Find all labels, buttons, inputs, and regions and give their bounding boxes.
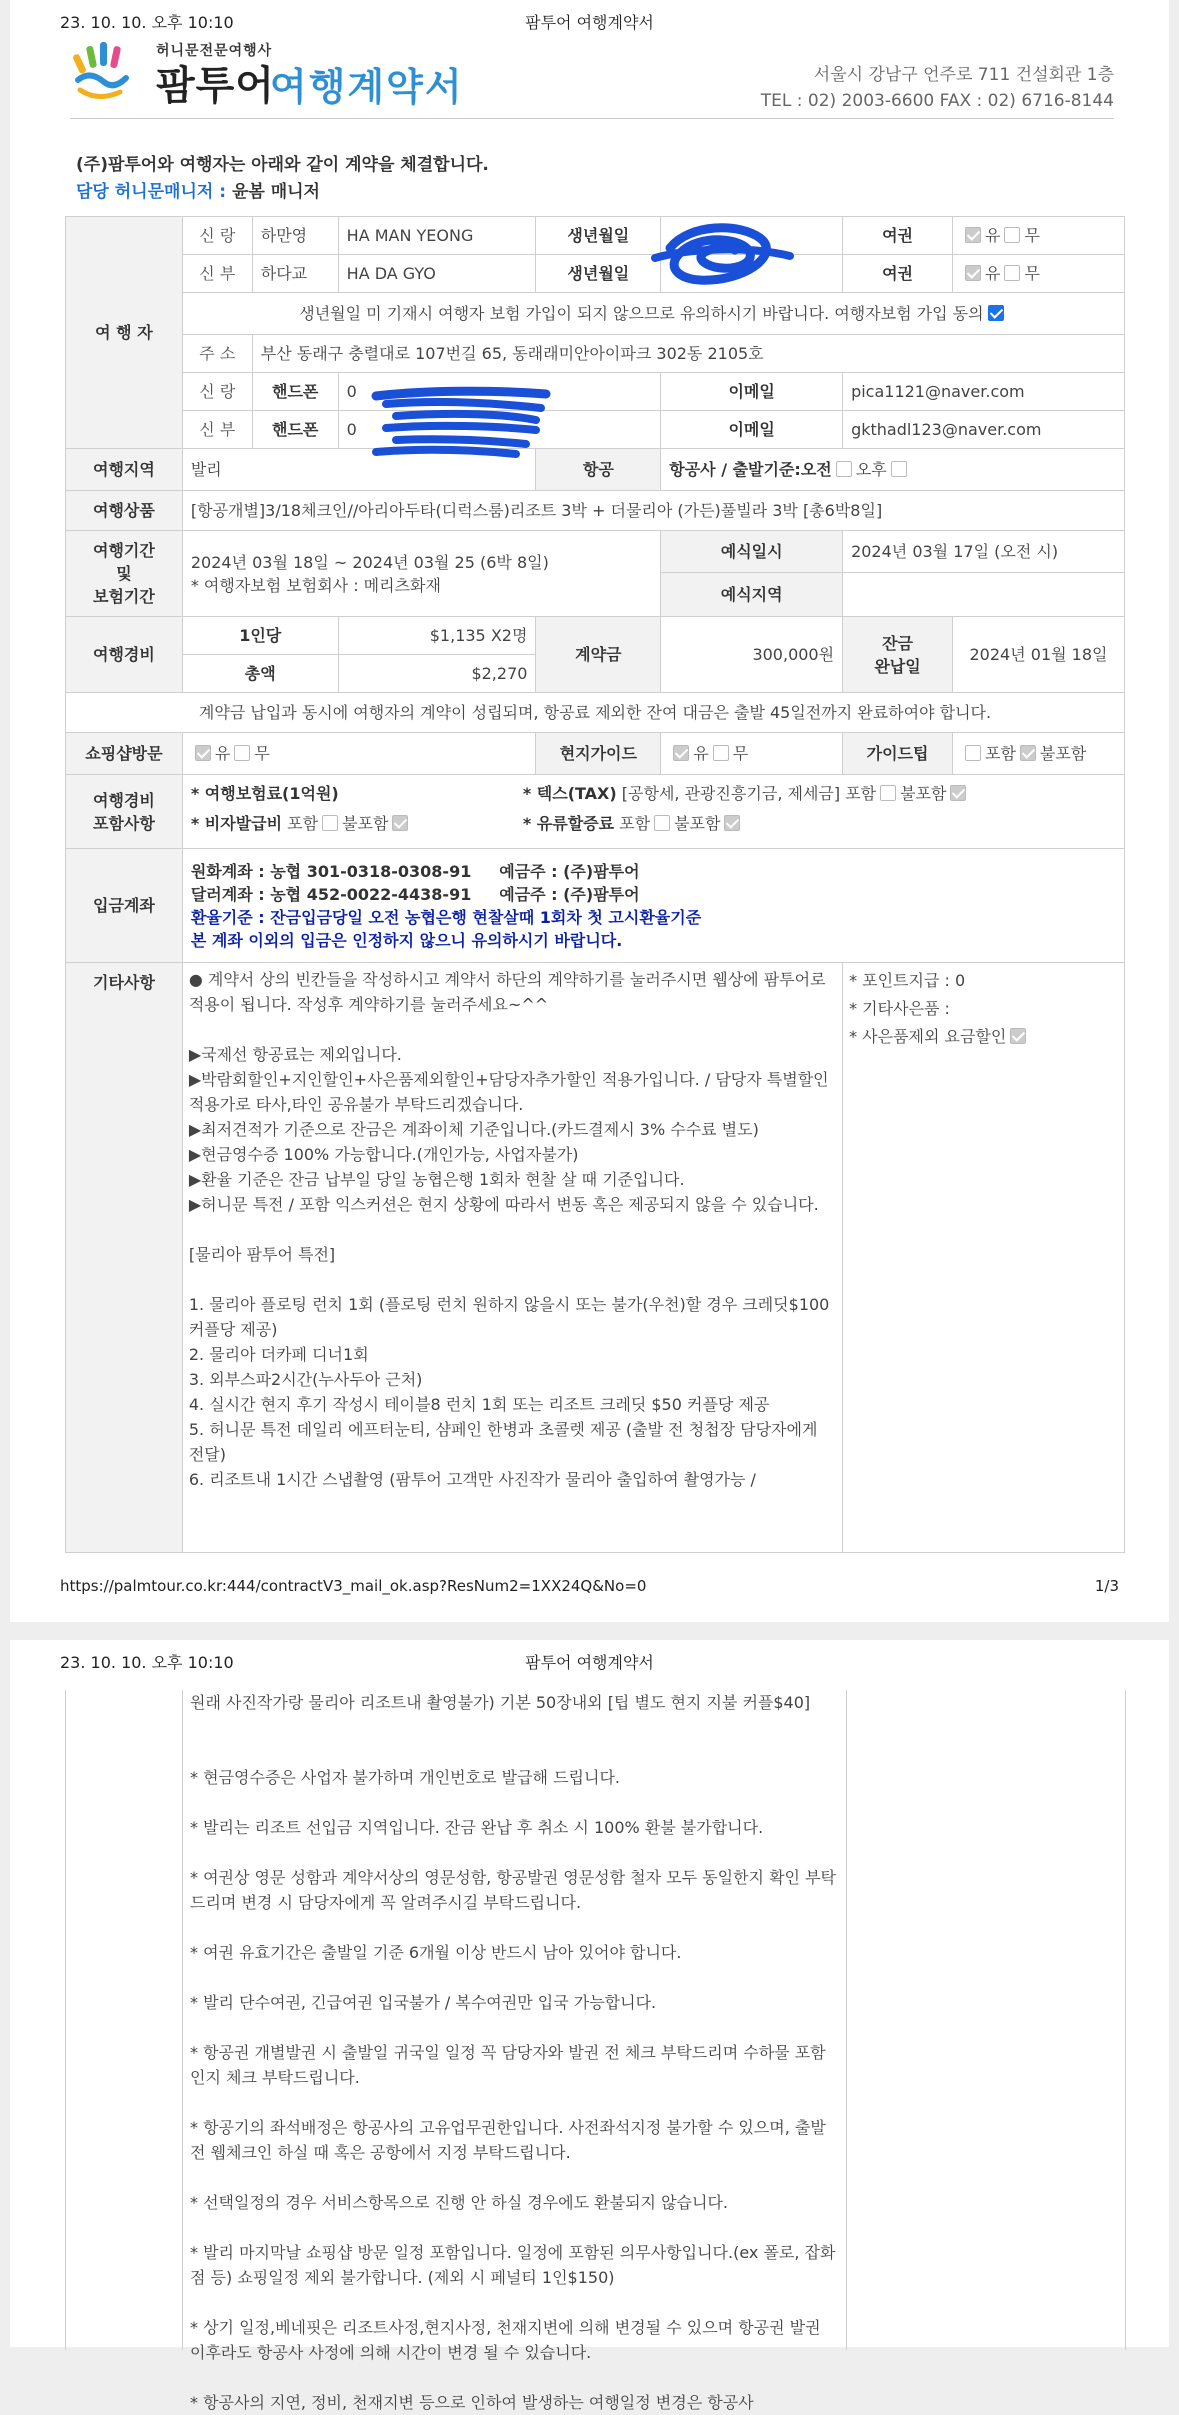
remarks-label-continued [65, 1690, 183, 2350]
per-person-label: 1인당 [182, 617, 338, 655]
company-address: 서울시 강남구 언주로 711 건설회관 1층 [813, 65, 1114, 85]
page-1 [10, 0, 1169, 1622]
page2-remarks-line: * 항공사의 지연, 정비, 천재지변 등으로 인하여 발생하는 여행일정 변경은 항공사 [190, 2393, 754, 2412]
shopping-no-checkbox[interactable] [234, 745, 250, 761]
groom-email: pica1121@naver.com [843, 373, 1125, 411]
page2-remarks-line: * 여권상 영문 성함과 계약서상의 영문성함, 항공발권 영문성함 철자 모두 동일한지 확인 부탁드리며 변경 시 담당자에게 꼭 알려주시길 부탁드립니다. [190, 1868, 836, 1912]
logo-brand: 팜투어 [156, 63, 275, 109]
page2-remarks-line: * 항공기의 좌석배정은 항공사의 고유업무권한입니다. 사전좌석지정 불가할 수 있으며, 출발 전 웹체크인 하실 때 혹은 공항에서 지정 부탁드립니다. [190, 2118, 826, 2162]
page2-remarks-line [190, 2365, 840, 2390]
product-value: [항공개별]3/18체크인//아리아두타(디럭스룸)리조트 3박 + 더물리아 (가든)풀빌라 3박 [총6박8일] [182, 491, 1124, 531]
bride-passport-no-checkbox[interactable] [1004, 265, 1020, 281]
contract-table [65, 216, 1125, 1553]
groom-birth-label: 생년월일 [536, 217, 661, 255]
insurance-notice: 생년월일 미 기재시 여행자 보험 가입이 되지 않으므로 유의하시기 바랍니다. 여행자보험 가입 동의 [299, 304, 984, 323]
visa-exclude-checkbox[interactable] [392, 815, 408, 831]
groom-passport-options: 유 무 [953, 217, 1125, 255]
page2-remarks-line [190, 1840, 840, 1865]
remarks-line: ● 계약서 상의 빈칸들을 작성하시고 계약서 하단의 계약하기를 눌러주시면 웹상에 팜투어로 적용이 됩니다. 작성후 계약하기를 눌러주세요~^^ [188, 970, 826, 1014]
fuel-exclude-checkbox[interactable] [724, 815, 740, 831]
remarks-line: 6. 리조트내 1시간 스냅촬영 (팜투어 고객만 사진작가 물리아 출입하여 촬영가능 / [188, 1470, 756, 1489]
tip-include-checkbox[interactable] [965, 745, 981, 761]
header-divider [70, 118, 1114, 119]
address-label: 주 소 [182, 335, 252, 373]
region-value: 발리 [182, 449, 536, 491]
tax-include-checkbox[interactable] [880, 785, 896, 801]
page2-remarks-line [190, 2090, 840, 2115]
period-value [182, 531, 660, 617]
bride-passport-label: 여권 [843, 255, 953, 293]
remarks-line: [물리아 팜투어 특전] [188, 1245, 336, 1264]
tip-options: 포함 불포함 [953, 733, 1125, 775]
page2-remarks-line: * 발리는 리조트 선입금 지역입니다. 잔금 완납 후 취소 시 100% 환불 불가합니다. [190, 1818, 764, 1837]
shopping-yes-checkbox[interactable] [195, 745, 211, 761]
tax-label: * 텍스(TAX) [522, 783, 617, 803]
page-2 [10, 1640, 1169, 2412]
tip-label: 가이드팁 [843, 733, 953, 775]
air-value: 항공사 / 출발기준:오전 [669, 460, 832, 479]
page2-remarks-line: * 선택일정의 경우 서비스항목으로 진행 안 하실 경우에도 환불되지 않습니다. [190, 2193, 728, 2212]
guide-no-checkbox[interactable] [713, 745, 729, 761]
side-points: * 포인트지급 : 0 [849, 971, 966, 990]
remarks-line: ▶박람회할인+지인할인+사은품제외할인+담당자추가할인 적용가입니다. / 담당자 특별할인 적용가로 타사,타인 공유불가 부탁드리겠습니다. [188, 1070, 829, 1114]
inclusions-content: * 여행보험료(1억원) * 텍스(TAX) [공항세, 관광진흥기금, 제세금] 포함 불포함 * 비자발급비 포함 불포함 * 유류할증료 포함 불포함 [182, 775, 1124, 849]
air-label: 항공 [536, 449, 661, 491]
per-person-value: $1,135 X2명 [338, 617, 536, 655]
bride-role: 신 부 [182, 255, 252, 293]
fuel-label: * 유류할증료 [522, 813, 615, 833]
side-discount-row [849, 1023, 1118, 1051]
groom-phone-label: 핸드폰 [252, 373, 338, 411]
fuel-include-checkbox[interactable] [654, 815, 670, 831]
traveler-section-label: 여 행 자 [66, 217, 183, 449]
print-datetime-2: 23. 10. 10. 오후 10:10 [60, 1653, 234, 1672]
won-account: 원화계좌 : 농협 301-0318-0308-91 [190, 861, 472, 881]
page2-remarks-line [190, 1915, 840, 1940]
remarks-line [189, 1017, 836, 1042]
remarks-line: ▶최저견적가 기준으로 잔금은 계좌이체 기준입니다.(카드결제시 3% 수수료 별도) [188, 1120, 759, 1139]
remarks-line: 5. 허니문 특전 데일리 에프터눈티, 샴페인 한병과 초콜렛 제공 (출발 전 청첩장 담당자에게 전달) [188, 1420, 818, 1464]
document-title: 여행계약서 [270, 65, 464, 109]
balance-date: 2024년 01월 18일 [953, 617, 1125, 693]
print-header [60, 10, 1119, 34]
remarks-line: ▶현금영수증 100% 가능합니다.(개인가능, 사업자불가) [188, 1145, 579, 1164]
bride-passport-yes-checkbox[interactable] [965, 265, 981, 281]
shopping-label: 쇼핑샵방문 [66, 733, 183, 775]
bride-name-ko: 하다교 [252, 255, 338, 293]
remarks-notes [183, 963, 842, 1496]
insurance-inclusion: * 여행보험료(1억원) [190, 783, 339, 803]
print-title: 팜투어 여행계약서 [525, 13, 654, 32]
remarks-line [189, 1217, 836, 1242]
payment-content [182, 849, 1124, 963]
groom-passport-label: 여권 [843, 217, 953, 255]
groom-role: 신 랑 [182, 217, 252, 255]
print-page-number: 1/3 [1094, 1577, 1119, 1595]
page2-remarks-line [190, 2215, 840, 2240]
period-insurer: * 여행자보험 보험회사 : 메리츠화재 [190, 575, 441, 595]
payment-label: 입금계좌 [66, 849, 183, 963]
print-datetime: 23. 10. 10. 오후 10:10 [60, 13, 234, 32]
bride-birth-label: 생년월일 [536, 255, 661, 293]
bride-passport-options: 유 무 [953, 255, 1125, 293]
page2-remarks-line: * 여권 유효기간은 출발일 기준 6개월 이상 반드시 남아 있어야 합니다. [190, 1943, 682, 1962]
wedding-place [843, 573, 1125, 617]
tip-exclude-checkbox[interactable] [1020, 745, 1036, 761]
address-value: 부산 동래구 충렬대로 107번길 65, 동래래미안아이파크 302동 2105호 [252, 335, 1124, 373]
remarks-line: ▶환율 기준은 잔금 납부일 당일 농협은행 1회차 현찰 살 때 기준입니다. [188, 1170, 685, 1189]
side-discount-checkbox[interactable] [1010, 1028, 1026, 1044]
bride-phone-label: 핸드폰 [252, 411, 338, 449]
bride-email: gkthadl123@naver.com [843, 411, 1125, 449]
print-url: https://palmtour.co.kr:444/contractV3_mail_ok.asp?ResNum2=1XX24Q&No=0 [60, 1577, 647, 1595]
groom-name-ko: 하만영 [252, 217, 338, 255]
wedding-date: 2024년 03월 17일 (오전 시) [843, 531, 1125, 573]
total-label: 총액 [182, 655, 338, 693]
page2-remarks-line [190, 1715, 840, 1740]
air-pm-label: 오후 [855, 460, 887, 479]
contract-notice: 계약금 납입과 동시에 여행자의 계약이 성립되며, 항공료 제외한 잔여 대금은 출발 45일전까지 완료하여야 합니다. [66, 693, 1125, 733]
hand-logo-icon [70, 40, 150, 104]
page2-remarks-line [190, 2165, 840, 2190]
wedding-place-label: 예식지역 [661, 573, 843, 617]
groom-passport-no-checkbox[interactable] [1004, 227, 1020, 243]
company-contact: TEL : 02) 2003-6600 FAX : 02) 6716-8144 [760, 91, 1114, 111]
groom-name-en: HA MAN YEONG [338, 217, 536, 255]
visa-label: * 비자발급비 [190, 813, 283, 833]
remarks-line: 4. 실시간 현지 후기 작성시 테이블8 런치 1회 또는 리조트 크레딧 $50 커플당 제공 [188, 1395, 770, 1414]
period-label: 여행기간 및 보험기간 [66, 531, 183, 617]
page2-remarks-line [190, 2015, 840, 2040]
guide-label: 현지가이드 [536, 733, 661, 775]
remarks-line: ▶허니문 특전 / 포함 익스커션은 현지 상황에 따라서 변동 혹은 제공되지 않을 수 있습니다. [188, 1195, 819, 1214]
page2-remarks-line: * 발리 마지막날 쇼핑샵 방문 일정 포함입니다. 일정에 포함된 의무사항입니다.(ex 폴로, 잡화점 등) 쇼핑일정 제외 불가합니다. (제외 시 페널티 1인$150) [190, 2243, 836, 2287]
account-notice: 본 계좌 이외의 입금은 인정하지 않으니 유의하시기 바랍니다. [190, 930, 623, 950]
manager-name: 윤봄 매니저 [231, 182, 320, 202]
total-value: $2,270 [338, 655, 536, 693]
balance-label: 잔금 완납일 [843, 617, 953, 693]
remarks-continued-notes [190, 1690, 840, 2415]
side-discount: * 사은품제외 요금할인 [849, 1027, 1007, 1046]
cost-label: 여행경비 [66, 617, 183, 693]
usd-holder: 예금주 : (주)팜투어 [499, 884, 640, 904]
air-pm-checkbox[interactable] [891, 461, 907, 477]
bride-name-en: HA DA GYO [338, 255, 536, 293]
page2-remarks-line [190, 1740, 840, 1765]
tax-exclude-checkbox[interactable] [950, 785, 966, 801]
remarks-line: 1. 물리아 플로팅 런치 1회 (플로팅 런치 원하지 않을시 또는 불가(우천)할 경우 크레딧$100 커플당 제공) [188, 1295, 830, 1339]
page2-remarks-line [190, 2290, 840, 2315]
visa-include-checkbox[interactable] [322, 815, 338, 831]
intro-line: (주)팜투어와 여행자는 아래와 같이 계약을 체결합니다. [76, 155, 489, 175]
page2-remarks-line: * 상기 일정,베네핏은 리조트사정,현지사정, 천재지변에 의해 변경될 수 있으며 항공권 발권 이후라도 항공사 사정에 의해 시간이 변경 될 수 있습니다. [190, 2318, 821, 2362]
side-gift: * 기타사은품 : [849, 999, 950, 1018]
region-label: 여행지역 [66, 449, 183, 491]
won-holder: 예금주 : (주)팜투어 [499, 861, 640, 881]
manager-line [76, 179, 489, 206]
page2-remarks-line: * 발리 단수여권, 긴급여권 입국불가 / 복수여권만 입국 가능합니다. [190, 1993, 657, 2012]
remarks-column-divider [846, 1690, 847, 2350]
guide-yes-checkbox[interactable] [673, 745, 689, 761]
remarks-label: 기타사항 [66, 963, 183, 1553]
page2-remarks-line: 원래 사진작가랑 물리아 리조트내 촬영불가) 기본 50장내외 [팁 별도 현지 지불 커플$40] [190, 1693, 811, 1712]
redaction-scribble [650, 218, 800, 290]
remarks-line: 3. 외부스파2시간(누사두아 근처) [188, 1370, 423, 1389]
groom-passport-yes-checkbox[interactable] [965, 227, 981, 243]
bride-phone: 0 [338, 411, 661, 449]
intro [76, 152, 489, 206]
shopping-options: 유 무 [182, 733, 536, 775]
deposit-label: 계약금 [536, 617, 661, 693]
company-info [761, 62, 1114, 114]
remarks-line [189, 1267, 836, 1292]
bride-email-label: 이메일 [661, 411, 843, 449]
deposit-value: 300,000원 [661, 617, 843, 693]
product-label: 여행상품 [66, 491, 183, 531]
groom-role-contact: 신 랑 [182, 373, 252, 411]
manager-label: 담당 허니문매니저 : [76, 182, 232, 202]
page2-remarks-line [190, 1965, 840, 1990]
insurance-consent-checkbox[interactable] [988, 305, 1004, 321]
redaction-scribble-phone [366, 382, 556, 462]
air-am-checkbox[interactable] [836, 461, 852, 477]
tax-detail: [공항세, 관광진흥기금, 제세금] 포함 [616, 783, 877, 803]
inclusions-label: 여행경비 포함사항 [66, 775, 183, 849]
groom-email-label: 이메일 [661, 373, 843, 411]
remarks-cell [182, 963, 842, 1553]
wedding-date-label: 예식일시 [661, 531, 843, 573]
groom-phone: 0 [338, 373, 661, 411]
period-dates: 2024년 03월 18일 ~ 2024년 03월 25 (6박 8일) [190, 552, 549, 572]
print-footer [60, 1577, 1119, 1595]
logo-tagline: 허니문전문여행사 [156, 43, 273, 59]
exchange-notice: 환율기준 : 잔금입금당일 오전 농협은행 현찰살때 1회차 첫 고시환율기준 [190, 907, 702, 927]
guide-options: 유 무 [661, 733, 843, 775]
print-header-2 [60, 1650, 1119, 1674]
remarks-side [843, 963, 1125, 1553]
page2-remarks-line: * 항공권 개별발권 시 출발일 귀국일 일정 꼭 담당자와 발권 전 체크 부탁드리며 수하물 포함인지 체크 부탁드립니다. [190, 2043, 826, 2087]
remarks-line: ▶국제선 항공료는 제외입니다. [188, 1045, 402, 1064]
company-logo [70, 38, 470, 108]
bride-role-contact: 신 부 [182, 411, 252, 449]
remarks-line: 2. 물리아 더카페 디너1회 [188, 1345, 369, 1364]
page2-remarks-line [190, 1790, 840, 1815]
insurance-notice-cell [182, 293, 1124, 335]
print-title-2: 팜투어 여행계약서 [525, 1653, 654, 1672]
usd-account: 달러계좌 : 농협 452-0022-4438-91 [190, 884, 472, 904]
air-options [661, 449, 1125, 491]
page2-remarks-line: * 현금영수증은 사업자 불가하며 개인번호로 발급해 드립니다. [190, 1768, 621, 1787]
